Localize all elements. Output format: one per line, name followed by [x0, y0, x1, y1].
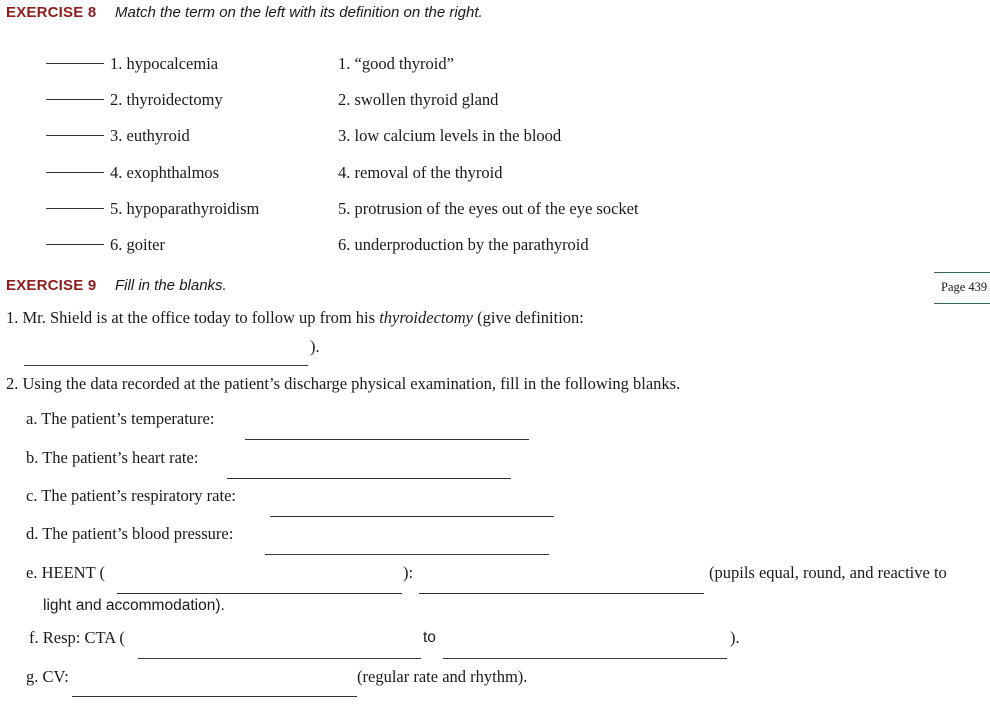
exercise-8-label: EXERCISE 8	[6, 4, 97, 21]
exercise-9-label: EXERCISE 9	[6, 277, 97, 294]
item-f-to: to	[423, 629, 436, 646]
item-e-blank-1[interactable]	[117, 593, 402, 594]
match-definition: 2. swollen thyroid gland	[338, 90, 499, 109]
match-term: 5. hypoparathyroidism	[110, 199, 260, 218]
match-term: 4. exophthalmos	[110, 163, 220, 182]
item-e-label: e. HEENT (	[26, 563, 105, 582]
item-e-continuation: light and accommodation).	[43, 597, 225, 614]
match-term: 6. goiter	[110, 235, 165, 254]
match-answer-blank[interactable]	[46, 172, 104, 173]
match-definition: 5. protrusion of the eyes out of the eye socket	[338, 199, 639, 218]
item-f-blank-1[interactable]	[138, 658, 421, 659]
item-f-label: f. Resp: CTA (	[29, 628, 125, 647]
item-b-label: b. The patient’s heart rate:	[26, 448, 199, 467]
match-term: 1. hypocalcemia	[110, 54, 219, 73]
item-g-blank[interactable]	[72, 696, 357, 697]
item-e-mid: ):	[403, 563, 414, 582]
match-definition: 6. underproduction by the parathyroid	[338, 235, 589, 254]
match-answer-blank[interactable]	[46, 244, 104, 245]
match-term: 2. thyroidectomy	[110, 90, 223, 109]
item-c-label: c. The patient’s respiratory rate:	[26, 486, 236, 505]
match-definition: 3. low calcium levels in the blood	[338, 126, 562, 145]
item-d-blank[interactable]	[265, 554, 549, 555]
match-answer-blank[interactable]	[46, 99, 104, 100]
item-f-close: ).	[730, 628, 740, 647]
question-1-term: thyroidectomy	[379, 308, 473, 327]
item-b-blank[interactable]	[227, 478, 511, 479]
page-number: Page 439	[941, 280, 988, 294]
item-e-post: (pupils equal, round, and reactive to	[709, 563, 947, 582]
item-e-blank-2[interactable]	[419, 593, 704, 594]
item-d-label: d. The patient’s blood pressure:	[26, 524, 234, 543]
question-1-close: ).	[310, 337, 320, 356]
exercise-8-instruction: Match the term on the left with its definition on the right.	[115, 4, 483, 21]
match-answer-blank[interactable]	[46, 208, 104, 209]
question-2: 2. Using the data recorded at the patient’s discharge physical examination, fill in the following blanks.	[6, 374, 681, 393]
item-g-label: g. CV:	[26, 667, 69, 686]
question-1-text-end: (give definition:	[472, 308, 584, 327]
exercise-9-instruction: Fill in the blanks.	[115, 277, 227, 294]
item-g-post: (regular rate and rhythm).	[357, 667, 528, 686]
question-1	[6, 308, 584, 328]
match-term: 3. euthyroid	[110, 126, 190, 145]
item-a-blank[interactable]	[245, 439, 529, 440]
question-1-blank[interactable]	[24, 365, 308, 366]
item-f-blank-2[interactable]	[443, 658, 727, 659]
match-definition: 1. “good thyroid”	[338, 54, 454, 73]
item-c-blank[interactable]	[270, 516, 554, 517]
question-1-text: 1. Mr. Shield is at the office today to follow up from his	[6, 308, 380, 327]
match-definition: 4. removal of the thyroid	[338, 163, 503, 182]
item-a-label: a. The patient’s temperature:	[26, 409, 215, 428]
page-marker	[934, 272, 990, 304]
match-answer-blank[interactable]	[46, 135, 104, 136]
match-answer-blank[interactable]	[46, 63, 104, 64]
